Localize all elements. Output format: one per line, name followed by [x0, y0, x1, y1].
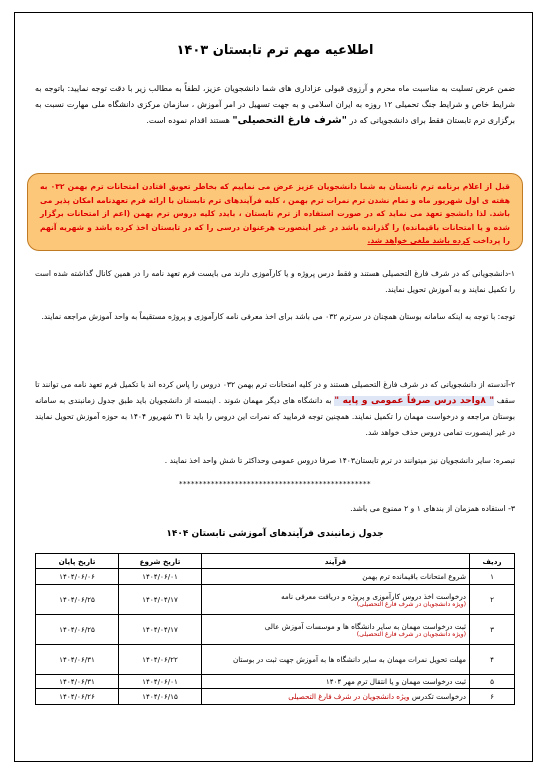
row-end-date: ۱۴۰۴/۰۶/۲۵ [36, 615, 119, 645]
table-title: جدول زمانبندی فرآیندهای آموزشی تابستان ۱۴۰۴ [166, 529, 384, 539]
row-end-date: ۱۴۰۴/۰۶/۳۱ [36, 645, 119, 675]
row-process-red: ویژه دانشجویان در شرف فارغ التحصیلی [288, 692, 410, 701]
paragraph-2-start: ۲-آندسته از دانشجویانی که در شرف فارغ التحصیلی هستند و در کلیه امتحانات ترم بهمن ۰۳۲ دروس را پاس کرده اند با تکمیل فرم تعهد نامه می توانند تا سقف [35, 380, 515, 405]
row-number: ۱ [470, 569, 515, 585]
row-number: ۴ [470, 645, 515, 675]
table-header-row [36, 554, 515, 569]
row-process [202, 645, 470, 675]
table-row [36, 585, 515, 615]
row-process [202, 689, 470, 705]
row-end-date: ۱۴۰۴/۰۶/۰۶ [36, 569, 119, 585]
table-row [36, 569, 515, 585]
paragraph-2-highlight: " ۸واحد درس صرفاً عمومی و پایه " [334, 396, 495, 406]
paragraph-1: ۱-دانشجویانی که در شرف فارغ التحصیلی هستند و فقط درس پروژه و یا کارآموزی دارند می بایست فرم تعهد نامه را در همین کانال گذاشته شده است را تکمیل نمایند و به آموزش تحویل نمایند. [35, 269, 515, 294]
header-end-date: تاریخ پایان [36, 554, 119, 569]
paragraph-2 [35, 377, 515, 441]
notice-underlined: کرده باشد ملغی خواهد شد. [367, 236, 471, 245]
row-end-date: ۱۴۰۴/۰۶/۲۵ [36, 585, 119, 615]
intro-paragraph [35, 81, 515, 129]
row-process-sub: (ویژه دانشجویان در شرف فارغ التحصیلی) [356, 630, 466, 638]
separator-stars: ************************************************ [179, 480, 371, 488]
row-process-text: ثبت درخواست مهمان و یا انتقال ترم مهر ۱۴۰۴ [325, 677, 466, 686]
row-start-date: ۱۴۰۴/۰۶/۱۵ [119, 689, 202, 705]
intro-text: ضمن عرض تسلیت به مناسبت ماه محرم و آرزوی قبولی عزاداری های شما دانشجویان عزیز، لطفاً به مطالب زیر با دقت توجه نمایید: باتوجه به شرایط خاص و شرایط جنگ تحمیلی ۱۲ روزه به ایران اسلامی و به جهت تسهیل در امر آموزش ، سازمان مرکزی دانشگاه ملی مهارت نسبت به برگزاری ترم تابستان فقط برای دانشجویانی که در [35, 84, 515, 125]
notice-text: قبل از اعلام برنامه ترم تابستان به شما دانشجویان عزیز عرض می نماییم که بخاطر تعویق افتادن امتحانات ترم بهمن ۰۳۲ به هفته ی اول شهریور ماه و تمام نشدن ترم نمرات ترم بهمن ، کلیه فرآیندهای ترم تابستان با ارائه فرم تعهدنامه امکان پذیر می باشد. لذا دانشجو تعهد می نماید که در صورت استفاده از ترم تابستان ، بایدد کلیه دروس ترم بهمن (اعم از امتحانات برگزار شده و یا امتحانات باقیمانده) را گذرانده باشد در غیر اینصورت هرعنوان درسی را که در تابستان اخذ کرده باشد و شهریه آنهم را پرداخت [40, 182, 510, 245]
intro-quote: "شرف فارغ التحصیلی" [232, 115, 347, 126]
header-start-date: تاریخ شروع [119, 554, 202, 569]
row-number: ۶ [470, 689, 515, 705]
row-number: ۲ [470, 585, 515, 615]
row-start-date: ۱۴۰۴/۰۶/۰۱ [119, 675, 202, 689]
table-row [36, 689, 515, 705]
schedule-table [35, 553, 515, 705]
row-start-date: ۱۴۰۴/۰۶/۲۲ [119, 645, 202, 675]
notice-box [27, 173, 523, 251]
row-start-date: ۱۴۰۴/۰۴/۱۷ [119, 615, 202, 645]
row-process [202, 675, 470, 689]
row-process-text: ثبت درخواست مهمان به سایر دانشگاه ها و موسسات آموزش عالی [264, 621, 466, 631]
document-page [14, 12, 533, 762]
table-row [36, 675, 515, 689]
page-title: اطلاعیه مهم ترم تابستان ۱۴۰۳ [176, 43, 374, 58]
row-process-text: درخواست اخذ دروس کارآموزی و پروژه و دریافت معرفی نامه [281, 591, 466, 601]
row-process-text: درخواست تکدرس [411, 692, 466, 701]
header-process: فرآیند [202, 554, 470, 569]
paragraph-note: توجه: با توجه به اینکه سامانه بوستان همچنان در سرترم ۰۳۲ می باشد برای اخذ معرفی نامه کارآموزی و پروژه مستقیماً به واحد آموزش مراجعه نمایند. [41, 312, 515, 321]
row-start-date: ۱۴۰۴/۰۶/۰۱ [119, 569, 202, 585]
paragraph-2-end: به دانشگاه های دیگر مهمان شوند . اینبسته از دانشجویان باید طبق جدول زمانبندی به سامانه بوستان مراجعه و درخواست مهمان را تکمیل نمایند. همچنین توجه فرمایید که نمرات این دروس را باید تا ۳۱ شهریور ۱۴۰۴ به حوزه آموزش تحویل نمایند در غیر اینصورت تمامی دروس حذف خواهد شد. [35, 396, 515, 437]
row-start-date: ۱۴۰۴/۰۴/۱۷ [119, 585, 202, 615]
row-process-text: مهلت تحویل نمرات مهمان به سایر دانشگاه ها به آموزش جهت ثبت در بوستان [232, 655, 466, 664]
header-row-number: ردیف [470, 554, 515, 569]
table-row [36, 645, 515, 675]
row-process-text: شروع امتحانات باقیمانده ترم بهمن [362, 572, 466, 581]
row-number: ۳ [470, 615, 515, 645]
intro-tail: هستند اقدام نموده است. [146, 116, 230, 125]
paragraph-3: ۳- استفاده همزمان از بندهای ۱ و ۲ ممنوع می باشد. [350, 504, 515, 513]
paragraph-remark: تبصره: سایر دانشجویان نیز میتوانند در ترم تابستان۱۴۰۳ صرفا دروس عمومی وحداکثر تا شش واحد اخذ نمایند . [164, 456, 515, 465]
table-row [36, 615, 515, 645]
row-number: ۵ [470, 675, 515, 689]
row-end-date: ۱۴۰۴/۰۶/۲۶ [36, 689, 119, 705]
row-process [202, 585, 470, 615]
row-end-date: ۱۴۰۴/۰۶/۳۱ [36, 675, 119, 689]
row-process-sub: (ویژه دانشجویان در شرف فارغ التحصیلی) [356, 600, 466, 608]
row-process [202, 569, 470, 585]
row-process [202, 615, 470, 645]
